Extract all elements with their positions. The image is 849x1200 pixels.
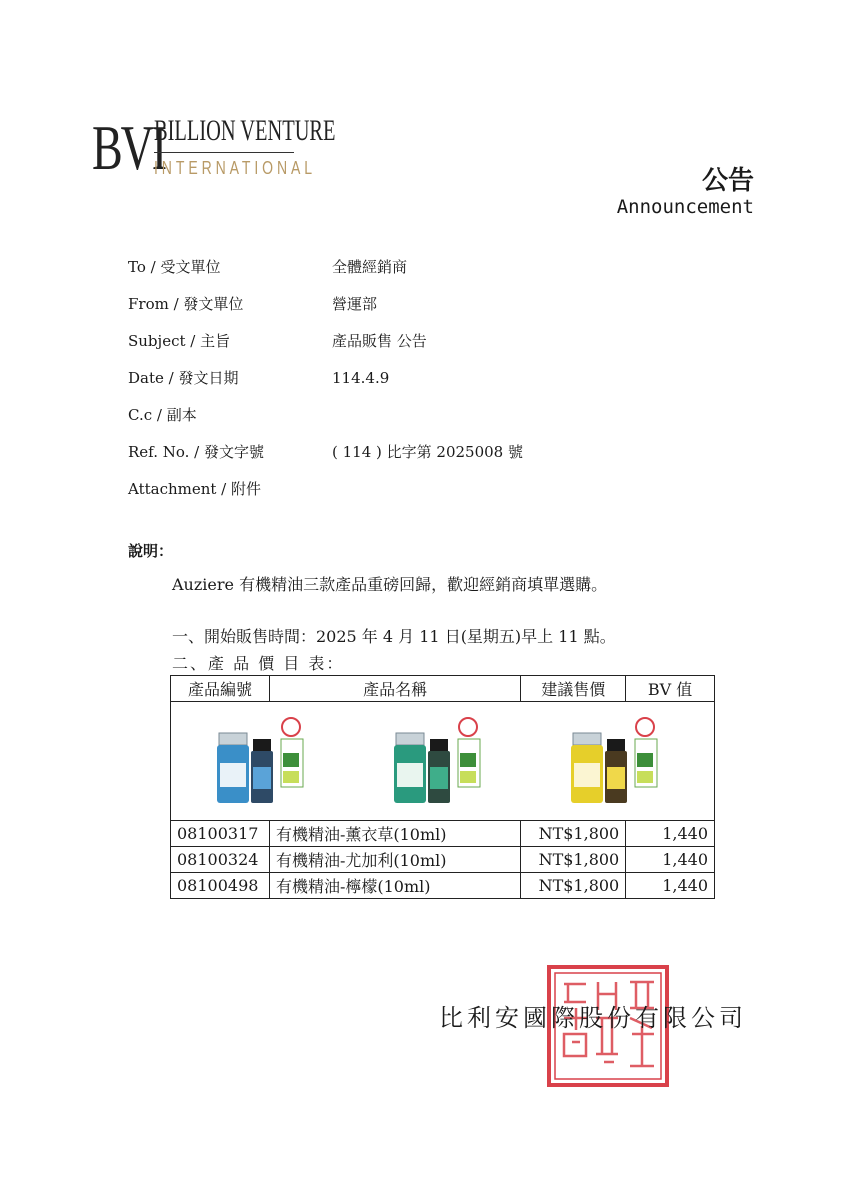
company-logo (92, 112, 336, 184)
product-price: NT$1,800 (521, 873, 626, 899)
product-image-row (171, 702, 715, 821)
col-header-bv: BV 值 (626, 676, 715, 702)
product-price: NT$1,800 (521, 847, 626, 873)
header-row-cc (128, 396, 728, 433)
company-name: 比利安國際股份有限公司 (439, 1004, 747, 1032)
product-price: NT$1,800 (521, 821, 626, 847)
product-name: 有機精油-尤加利(10ml) (269, 847, 520, 873)
table-header-row (171, 676, 715, 702)
header-row-subject (128, 322, 728, 359)
field-value: 全體經銷商 (332, 258, 408, 276)
table-row (171, 821, 715, 847)
header-fields (128, 248, 728, 507)
logo-line2: INTERNATIONAL (154, 158, 316, 178)
product-bv: 1,440 (626, 821, 715, 847)
col-header-name: 產品名稱 (269, 676, 520, 702)
product-name: 有機精油-薰衣草(10ml) (269, 821, 520, 847)
field-value: 114.4.9 (332, 368, 390, 387)
product-image-cell (171, 702, 715, 821)
col-header-price: 建議售價 (521, 676, 626, 702)
field-label: Ref. No. / 發文字號 (128, 443, 264, 461)
table-row (171, 847, 715, 873)
price-table (170, 675, 715, 899)
logo-mark: BVI (92, 112, 165, 183)
product-code: 08100324 (171, 847, 270, 873)
header-row-ref (128, 433, 728, 470)
sale-time-item: 一、開始販售時間：2025 年 4 月 11 日(星期五)早上 11 點。 (172, 627, 616, 646)
title-zh: 公告 (701, 166, 754, 196)
description-body: Auziere 有機精油三款產品重磅回歸，歡迎經銷商填單選購。 (172, 575, 608, 594)
header-row-attachment (128, 470, 728, 507)
field-label: To / 受文單位 (128, 258, 221, 276)
table-row (171, 873, 715, 899)
field-value: 產品販售 公告 (332, 332, 427, 350)
description-title: 說明： (128, 542, 174, 560)
field-value: 營運部 (332, 295, 378, 313)
product-code: 08100317 (171, 821, 270, 847)
product-code: 08100498 (171, 873, 270, 899)
title-en: Announcement (616, 196, 754, 218)
header-row-to (128, 248, 728, 285)
field-label: Attachment / 附件 (128, 480, 262, 498)
field-label: Subject / 主旨 (128, 332, 231, 350)
field-label: From / 發文單位 (128, 295, 244, 313)
header-row-from (128, 285, 728, 322)
col-header-code: 產品編號 (171, 676, 270, 702)
lavender-oil-product-image (211, 711, 321, 811)
price-list-item: 二、產 品 價 目 表： (172, 654, 345, 673)
lemon-oil-product-image (565, 711, 675, 811)
field-label: Date / 發文日期 (128, 369, 239, 387)
field-value: ( 114 ) 比字第 2025008 號 (332, 443, 523, 461)
product-bv: 1,440 (626, 847, 715, 873)
eucalyptus-oil-product-image (388, 711, 498, 811)
header-row-date (128, 359, 728, 396)
logo-divider (154, 152, 294, 153)
field-label: C.c / 副本 (128, 406, 197, 424)
logo-line1: BILLION VENTURE (154, 114, 336, 147)
product-name: 有機精油-檸檬(10ml) (269, 873, 520, 899)
product-bv: 1,440 (626, 873, 715, 899)
